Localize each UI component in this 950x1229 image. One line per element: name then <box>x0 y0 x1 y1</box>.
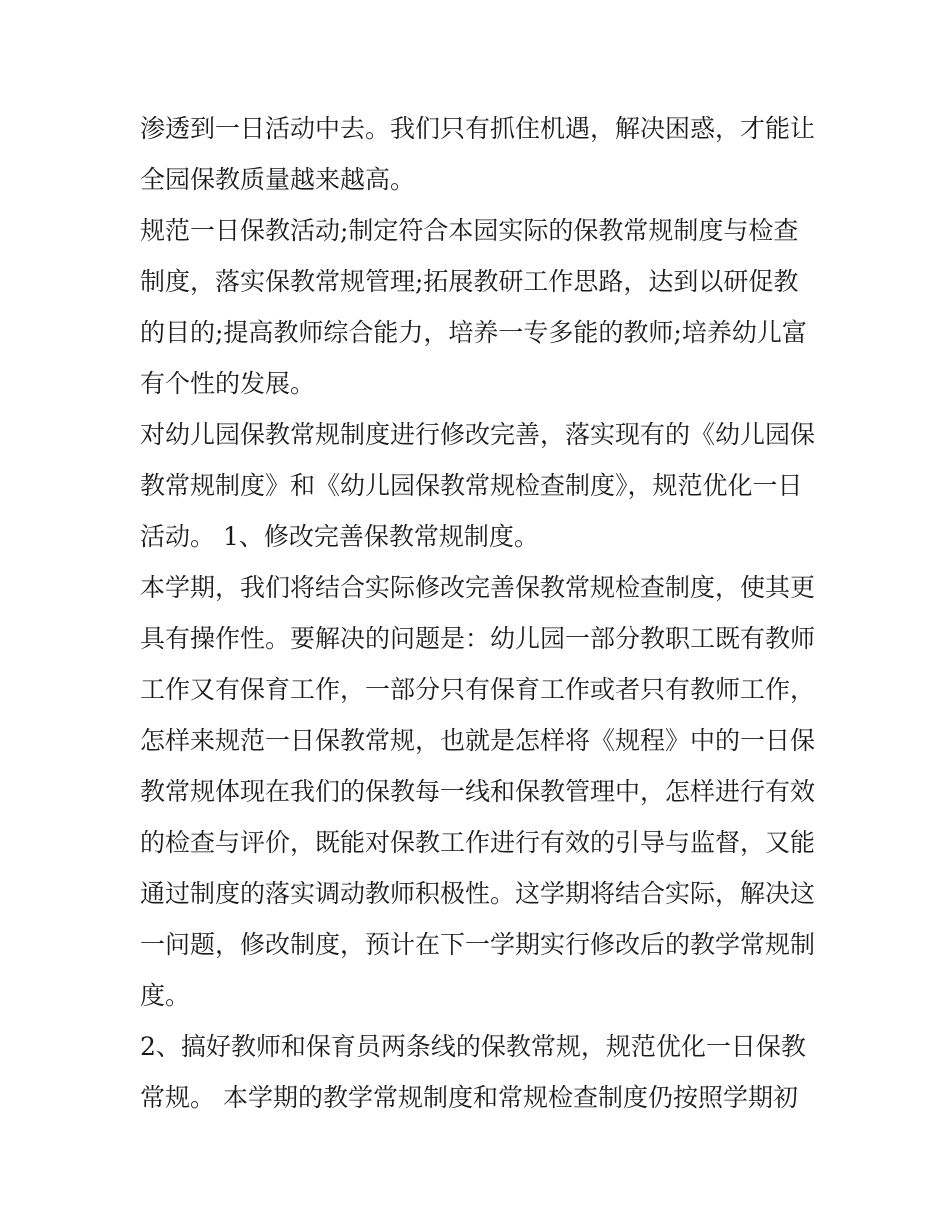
text-line: 一问题，修改制度，预计在下一学期实行修改后的教学常规制 <box>140 930 815 959</box>
text-line: 教常规制度》和《幼儿园保教常规检查制度》，规范优化一日 <box>140 471 803 500</box>
text-line: 具有操作性。要解决的问题是：幼儿园一部分教职工既有教师 <box>140 624 815 653</box>
text-line: 规范一日保教活动;制定符合本园实际的保教常规制度与检查 <box>140 216 799 245</box>
text-line: 通过制度的落实调动教师积极性。这学期将结合实际，解决这 <box>140 879 815 908</box>
text-line: 渗透到一日活动中去。我们只有抓住机遇，解决困惑，才能让 <box>140 114 815 143</box>
text-line: 怎样来规范一日保教常规，也就是怎样将《规程》中的一日保 <box>140 726 815 755</box>
text-line: 制度，落实保教常规管理;拓展教研工作思路，达到以研促教 <box>140 267 799 296</box>
text-line: 的检查与评价，既能对保教工作进行有效的引导与监督，又能 <box>140 828 815 857</box>
text-line: 常规。 本学期的教学常规制度和常规检查制度仍按照学期初 <box>140 1083 798 1112</box>
text-line: 工作又有保育工作，一部分只有保育工作或者只有教师工作， <box>140 675 815 704</box>
text-line: 教常规体现在我们的保教每一线和保教管理中，怎样进行有效 <box>140 777 815 806</box>
text-line: 对幼儿园保教常规制度进行修改完善，落实现有的《幼儿园保 <box>140 420 815 449</box>
text-line: 2、搞好教师和保育员两条线的保教常规，规范优化一日保教 <box>140 1032 806 1061</box>
text-line: 全园保教质量越来越高。 <box>140 165 416 194</box>
document-body <box>140 103 815 1123</box>
text-line: 活动。 1、修改完善保教常规制度。 <box>140 522 539 551</box>
text-line: 有个性的发展。 <box>140 369 316 398</box>
text-line: 本学期，我们将结合实际修改完善保教常规检查制度，使其更 <box>140 573 815 602</box>
text-line: 度。 <box>140 981 191 1010</box>
text-line: 的目的;提高教师综合能力，培养一专多能的教师;培养幼儿富 <box>140 318 807 347</box>
